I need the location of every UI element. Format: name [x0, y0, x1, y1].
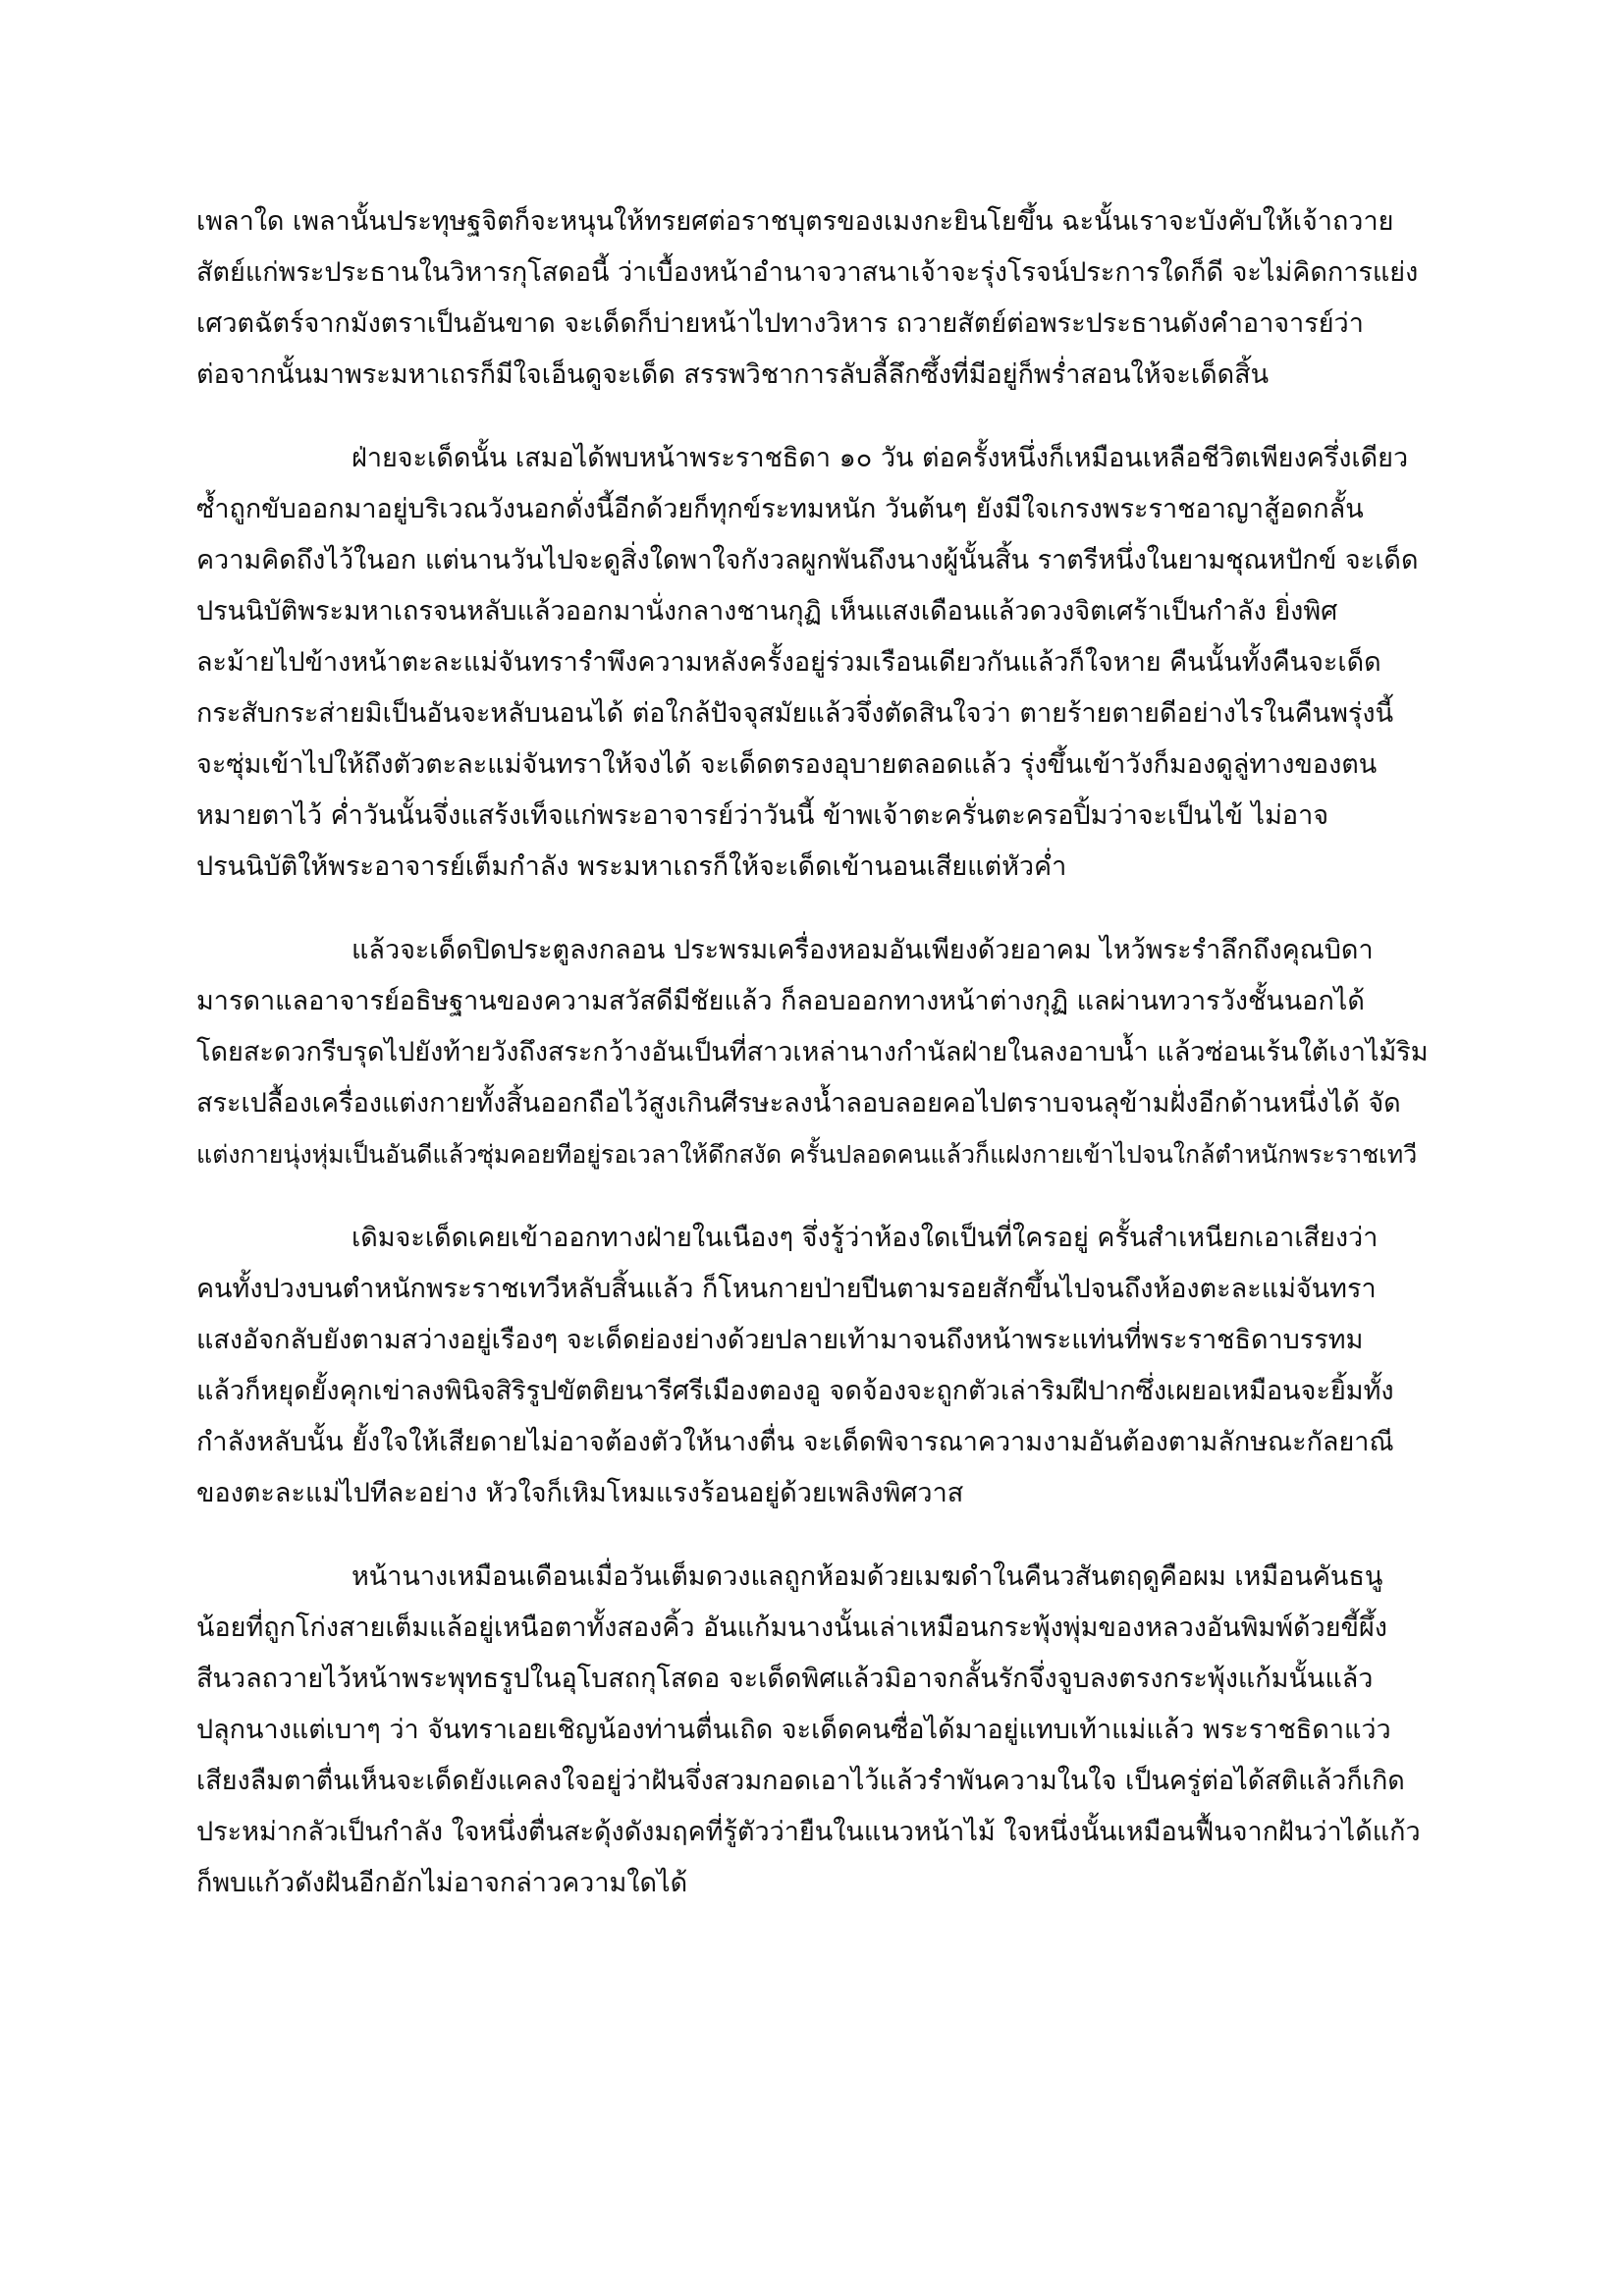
text-line: แต่งกายนุ่งหุ่มเป็นอันดีแล้วซุ่มคอยทีอยู่รอเวลาให้ดึกสงัด ครั้นปลอดคนแล้วก็แฝงกายเข้าไปจนใกล้ตำหนักพระราชเทวี — [196, 1140, 1418, 1169]
text-line: กำลังหลับนั้น ยั้งใจให้เสียดายไม่อาจต้องตัวให้นางตื่น จะเด็ดพิจารณาความงามอันต้องตามลักษณะกัลยาณี — [196, 1427, 1394, 1457]
paragraph-1 — [196, 196, 1429, 401]
text-line: ของตะละแม่ไปทีละอย่าง หัวใจก็เหิมโหมแรงร้อนอยู่ด้วยเพลิงพิศวาส — [196, 1478, 964, 1508]
text-line: จะซุ่มเข้าไปให้ถึงตัวตะละแม่จันทราให้จงได้ จะเด็ดตรองอุบายตลอดแล้ว รุ่งขึ้นเข้าวังก็มองดูลู่ทางของตน — [196, 749, 1378, 780]
text-line: มารดาแลอาจารย์อธิษฐานของความสวัสดีมีชัยแล้ว ก็ลอบออกทางหน้าต่างกุฏิ แลผ่านทวารวังชั้นนอกได้ — [196, 986, 1365, 1016]
document-body — [196, 196, 1429, 1941]
text-line: ก็พบแก้วดังฝันอีกอักไม่อาจกล่าวความใดได้ — [196, 1868, 688, 1898]
text-line: แล้วจะเด็ดปิดประตูลงกลอน ประพรมเครื่องหอมอันเพียงด้วยอาคม ไหว้พระรำลึกถึงคุณบิดา — [352, 935, 1374, 965]
paragraph-4 — [196, 1213, 1429, 1519]
text-line: ต่อจากนั้นมาพระมหาเถรก็มีใจเอ็นดูจะเด็ด สรรพวิชาการลับลี้ลึกซึ้งที่มีอยู่ก็พร่ำสอนให้จะเด็ดสิ้น — [196, 359, 1270, 390]
text-line: ปรนนิบัติให้พระอาจารย์เต็มกำลัง พระมหาเถรก็ให้จะเด็ดเข้านอนเสียแต่หัวค่ำ — [196, 851, 1067, 882]
text-line: น้อยที่ถูกโก่งสายเต็มแล้อยู่เหนือตาทั้งสองคิ้ว อันแก้มนางนั้นเล่าเหมือนกระพุ้งพุ่มของหลวงอันพิมพ์ด้วยขี้ผึ้ง — [196, 1613, 1387, 1643]
text-line: เสียงลืมตาตื่นเห็นจะเด็ดยังแคลงใจอยู่ว่าฝันจึ่งสวมกอดเอาไว้แล้วรำพันความในใจ เป็นครู่ต่อได้สติแล้วก็เกิด — [196, 1766, 1405, 1796]
text-line: คนทั้งปวงบนตำหนักพระราชเทวีหลับสิ้นแล้ว ก็โหนกายป่ายปีนตามรอยสักขึ้นไปจนถึงห้องตะละแม่จันทรา — [196, 1274, 1377, 1304]
text-line: ปลุกนางแต่เบาๆ ว่า จันทราเอยเชิญน้องท่านตื่นเถิด จะเด็ดคนซื่อได้มาอยู่แทบเท้าแม่แล้ว พระราชธิดาแว่ว — [196, 1715, 1391, 1745]
text-line: แล้วก็หยุดยั้งคุกเข่าลงพินิจสิริรูปขัตติยนารีศรีเมืองตองอู จดจ้องจะถูกตัวเล่าริมฝีปากซึ่งเผยอเหมือนจะยิ้มทั้ง — [196, 1376, 1394, 1406]
text-line: กระสับกระส่ายมิเป็นอันจะหลับนอนได้ ต่อใกล้ปัจจุสมัยแล้วจึ่งตัดสินใจว่า ตายร้ายตายดีอย่างไรในคืนพรุ่งนี้ — [196, 698, 1394, 729]
text-line: โดยสะดวกรีบรุดไปยังท้ายวังถึงสระกว้างอันเป็นที่สาวเหล่านางกำนัลฝ่ายในลงอาบน้ำ แล้วซ่อนเร้นใต้เงาไม้ริม — [196, 1037, 1429, 1067]
text-line: ประหม่ากลัวเป็นกำลัง ใจหนึ่งตื่นสะดุ้งดังมฤคที่รู้ตัวว่ายืนในแนวหน้าไม้ ใจหนึ่งนั้นเหมือนฟื้นจากฝันว่าได้แก้ว — [196, 1817, 1421, 1847]
text-line: หน้านางเหมือนเดือนเมื่อวันเต็มดวงแลถูกห้อมด้วยเมฆดำในคืนวสันตฤดูคือผม เหมือนคันธนู — [352, 1561, 1383, 1592]
text-line: ซ้ำถูกขับออกมาอยู่บริเวณวังนอกดั่งนี้อีกด้วยก็ทุกข์ระทมหนัก วันต้นๆ ยังมีใจเกรงพระราชอาญาสู้อดกลั้น — [196, 494, 1364, 524]
text-line: สัตย์แก่พระประธานในวิหารกุโสดอนี้ ว่าเบื้องหน้าอำนาจวาสนาเจ้าจะรุ่งโรจน์ประการใดก็ดี จะไม่คิดการแย่ง — [196, 257, 1419, 288]
text-line: แสงอัจกลับยังตามสว่างอยู่เรืองๆ จะเด็ดย่องย่างด้วยปลายเท้ามาจนถึงหน้าพระแท่นที่พระราชธิดาบรรทม — [196, 1325, 1364, 1355]
text-line: เพลาใด เพลานั้นประทุษฐจิตก็จะหนุนให้ทรยศต่อราชบุตรของเมงกะยินโยขึ้น ฉะนั้นเราจะบังคับให้เจ้าถวาย — [196, 206, 1394, 237]
text-line: หมายตาไว้ ค่ำวันนั้นจึ่งแสร้งเท็จแก่พระอาจารย์ว่าวันนี้ ข้าพเจ้าตะครั่นตะครอปิ้มว่าจะเป็นไข้ ไม่อาจ — [196, 800, 1329, 831]
paragraph-5 — [196, 1552, 1429, 1909]
text-line: สระเปลื้องเครื่องแต่งกายทั้งสิ้นออกถือไว้สูงเกินศีรษะลงน้ำลอบลอยคอไปตราบจนลุข้ามฝั่งอีกด้านหนึ่งได้ จัด — [196, 1088, 1401, 1119]
text-line: สีนวลถวายไว้หน้าพระพุทธรูปในอุโบสถกุโสดอ จะเด็ดพิศแล้วมิอาจกลั้นรักจึ่งจูบลงตรงกระพุ้งแก้มนั้นแล้ว — [196, 1664, 1374, 1694]
text-line: เดิมจะเด็ดเคยเข้าออกทางฝ่ายในเนืองๆ จึ่งรู้ว่าห้องใดเป็นที่ใครอยู่ ครั้นสำเหนียกเอาเสียงว่า — [352, 1223, 1379, 1253]
paragraph-2 — [196, 433, 1429, 893]
text-line: ความคิดถึงไว้ในอก แต่นานวันไปจะดูสิ่งใดพาใจกังวลผูกพันถึงนางผู้นั้นสิ้น ราตรีหนึ่งในยามชุณหปักข์ จะเด็ด — [196, 545, 1419, 575]
text-line: ฝ่ายจะเด็ดนั้น เสมอได้พบหน้าพระราชธิดา ๑๐ วัน ต่อครั้งหนึ่งก็เหมือนเหลือชีวิตเพียงครึ่งเดียว — [352, 443, 1409, 473]
text-line: ละม้ายไปข้างหน้าตะละแม่จันทรารำพึงความหลังครั้งอยู่ร่วมเรือนเดียวกันแล้วก็ใจหาย คืนนั้นทั้งคืนจะเด็ด — [196, 647, 1381, 678]
text-line: เศวตฉัตร์จากมังตราเป็นอันขาด จะเด็ดก็บ่ายหน้าไปทางวิหาร ถวายสัตย์ต่อพระประธานดังคำอาจารย์ว่า — [196, 308, 1364, 339]
text-line: ปรนนิบัติพระมหาเถรจนหลับแล้วออกมานั่งกลางชานกุฏิ เห็นแสงเดือนแล้วดวงจิตเศร้าเป็นกำลัง ยิ่งพิศ — [196, 596, 1338, 627]
paragraph-3 — [196, 925, 1429, 1180]
